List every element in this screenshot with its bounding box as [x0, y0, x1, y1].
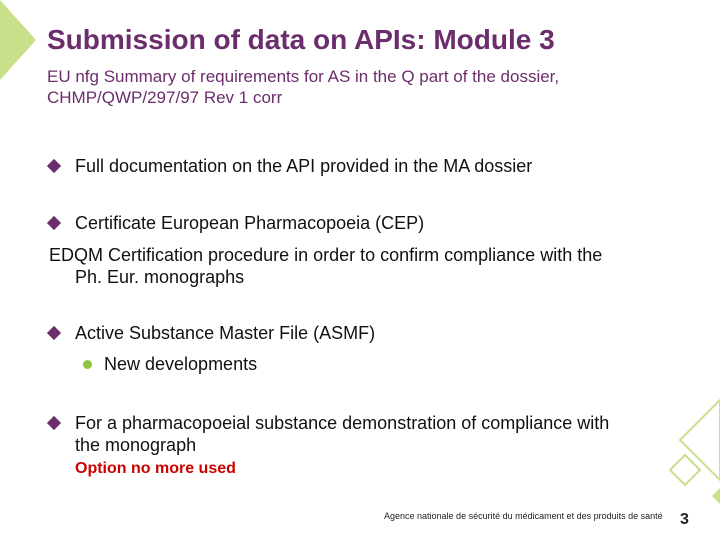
continuation-line-1: EDQM Certification procedure in order to confirm compliance with the [49, 245, 603, 265]
diamond-bullet-icon [47, 416, 61, 430]
diamond-outline-decoration [640, 380, 720, 510]
bullet-2-continuation [49, 244, 602, 288]
bullet-item-3 [49, 322, 375, 344]
bullet-item-1 [49, 155, 532, 177]
slide-subtitle [47, 66, 687, 108]
corner-decoration-top-left [0, 0, 40, 80]
bullet-text: Active Substance Master File (ASMF) [75, 323, 376, 343]
sub-bullet-item [83, 353, 257, 375]
diamond-bullet-icon [47, 326, 61, 340]
bullet-4-line-2: the monograph [75, 435, 197, 455]
bullet-text: Full documentation on the API provided in the MA dossier [75, 156, 533, 176]
bullet-text [75, 412, 609, 456]
continuation-line-2: Ph. Eur. monographs [75, 267, 245, 287]
slide-title: Submission of data on APIs: Module 3 [47, 24, 555, 55]
subtitle-line-1: EU nfg Summary of requirements for AS in the Q part of the dossier, [47, 67, 560, 86]
footer-agency-name: Agence nationale de sécurité du médicament et des produits de santé [384, 511, 663, 521]
subtitle-line-2: CHMP/QWP/297/97 Rev 1 corr [47, 88, 283, 107]
dot-bullet-icon [83, 360, 92, 369]
bullet-item-4 [49, 412, 609, 456]
bullet-4-line-1: For a pharmacopoeial substance demonstration of compliance with [75, 413, 610, 433]
page-number: 3 [680, 511, 689, 528]
diamond-bullet-icon [47, 216, 61, 230]
sub-bullet-text: New developments [104, 354, 258, 374]
bullet-text: Certificate European Pharmacopoeia (CEP) [75, 213, 425, 233]
bullet-item-2 [49, 212, 424, 234]
option-note: Option no more used [75, 460, 236, 477]
diamond-bullet-icon [47, 159, 61, 173]
